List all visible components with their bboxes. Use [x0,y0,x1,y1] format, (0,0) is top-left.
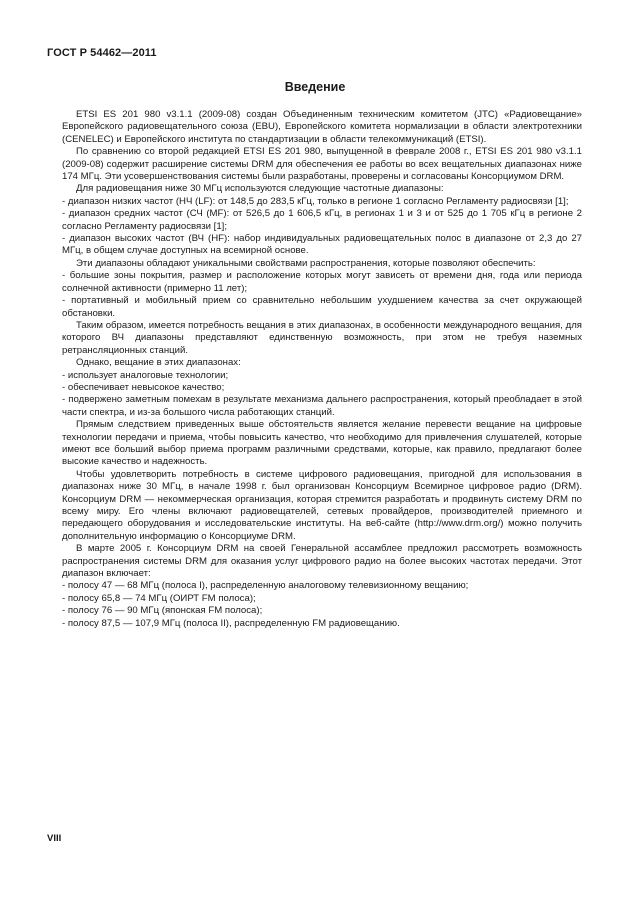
standard-header: ГОСТ Р 54462—2011 [47,47,157,59]
list-item: - диапазон высоких частот (ВЧ (HF): набор индивидуальных радиовещательных полос в диапазоне от 2,3 до 27 МГц, в общем случае доступных на всемирной основе. [62,233,582,257]
list-item: - подвержено заметным помехам в результате механизма дальнего распространения, который преобладает в этой части спектра, и из-за большого числа работающих станций. [62,394,582,418]
paragraph: Эти диапазоны обладают уникальными свойствами распространения, которые позволяют обеспечить: [76,257,536,269]
list-item: - портативный и мобильный прием со сравнительно небольшим ухудшением качества за счет окружающей обстановки. [62,295,582,319]
list-item: - диапазон средних частот (СЧ (MF): от 526,5 до 1 606,5 кГц, в регионах 1 и 3 и от 525 до 1 705 кГц в регионе 2 согласно Регламенту радиосвязи [1]; [62,208,582,232]
list-item: - обеспечивает невысокое качество; [62,381,225,393]
paragraph: Для радиовещания ниже 30 МГц используются следующие частотные диапазоны: [76,183,444,195]
page-number: VIII [47,833,62,844]
paragraph: Чтобы удовлетворить потребность в системе цифрового радиовещания, пригодной для использования в диапазонах ниже 30 МГц, в начале 1998 г. был организован Консорциум Всемирное цифровое радио (DRM). Консорциум DRM — некоммерческая организация, которая стремится разработать и продвинуть систему DRM по всему миру. Его члены включают радиовещателей, сетевых провайдеров, производителей приемного и передающего оборудования и исследовательские институты. На веб-сайте (http://www.drm.org/) можно получить дополнительную информацию о Консорциуме DRM. [62,468,582,542]
list-item: - большие зоны покрытия, размер и расположение которых могут зависеть от времени дня, года или периода солнечной активности (примерно 11 лет); [62,270,582,294]
list-item: - полосу 76 — 90 МГц (японская FM полоса); [62,605,263,617]
section-title: Введение [284,80,346,94]
paragraph: По сравнению со второй редакцией ETSI ES 201 980, выпущенной в феврале 2008 г., ETSI ES 201 980 v3.1.1 (2009-08) содержит расширение системы DRM для обеспечения ее работы во всех вещательных диапазонах ниже 174 МГц. Эти усовершенствования системы были разработаны, проверены и согласованы Консорциумом DRM. [62,146,582,183]
paragraph: Однако, вещание в этих диапазонах: [76,357,241,369]
body-text [62,109,582,630]
list-item: - полосу 47 — 68 МГц (полоса I), распределенную аналоговому телевизионному вещанию; [62,580,469,592]
list-item: - полосу 87,5 — 107,9 МГц (полоса II), распределенную FM радиовещанию. [62,617,400,629]
paragraph: ETSI ES 201 980 v3.1.1 (2009-08) создан Объединенным техническим комитетом (JTC) «Радиовещание» Европейского радиовещательного союза (EBU), Европейского комитета нормализации в области электротехники (CENELEC) и Европейского института по стандартизации в области телекоммуникаций (ETSI). [62,109,582,145]
list-item: - диапазон низких частот (НЧ (LF): от 148,5 до 283,5 кГц, только в регионе 1 согласно Регламенту радиосвязи [1]; [62,195,569,207]
paragraph: Таким образом, имеется потребность вещания в этих диапазонах, в особенности международного вещания, для которого ВЧ диапазоны представляют единственную возможность, при этом не требуя наземных ретрансляционных станций. [62,319,582,356]
list-item: - использует аналоговые технологии; [62,369,229,381]
list-item: - полосу 65,8 — 74 МГц (ОИРТ FM полоса); [62,592,256,604]
paragraph: Прямым следствием приведенных выше обстоятельств является желание перевести вещание на цифровые технологии передачи и приема, чтобы повысить качество, что необходимо для привлечения слушателей, которые имеют все больший выбор приема программ различными средствами, которые, как правило, предлагают более высокие качество и надежность. [62,419,582,468]
paragraph: В марте 2005 г. Консорциум DRM на своей Генеральной ассамблее предложил рассмотреть возможность распространения системы DRM для оказания услуг цифрового радио на более высоких частотах передачи. Этот диапазон включает: [62,543,582,580]
